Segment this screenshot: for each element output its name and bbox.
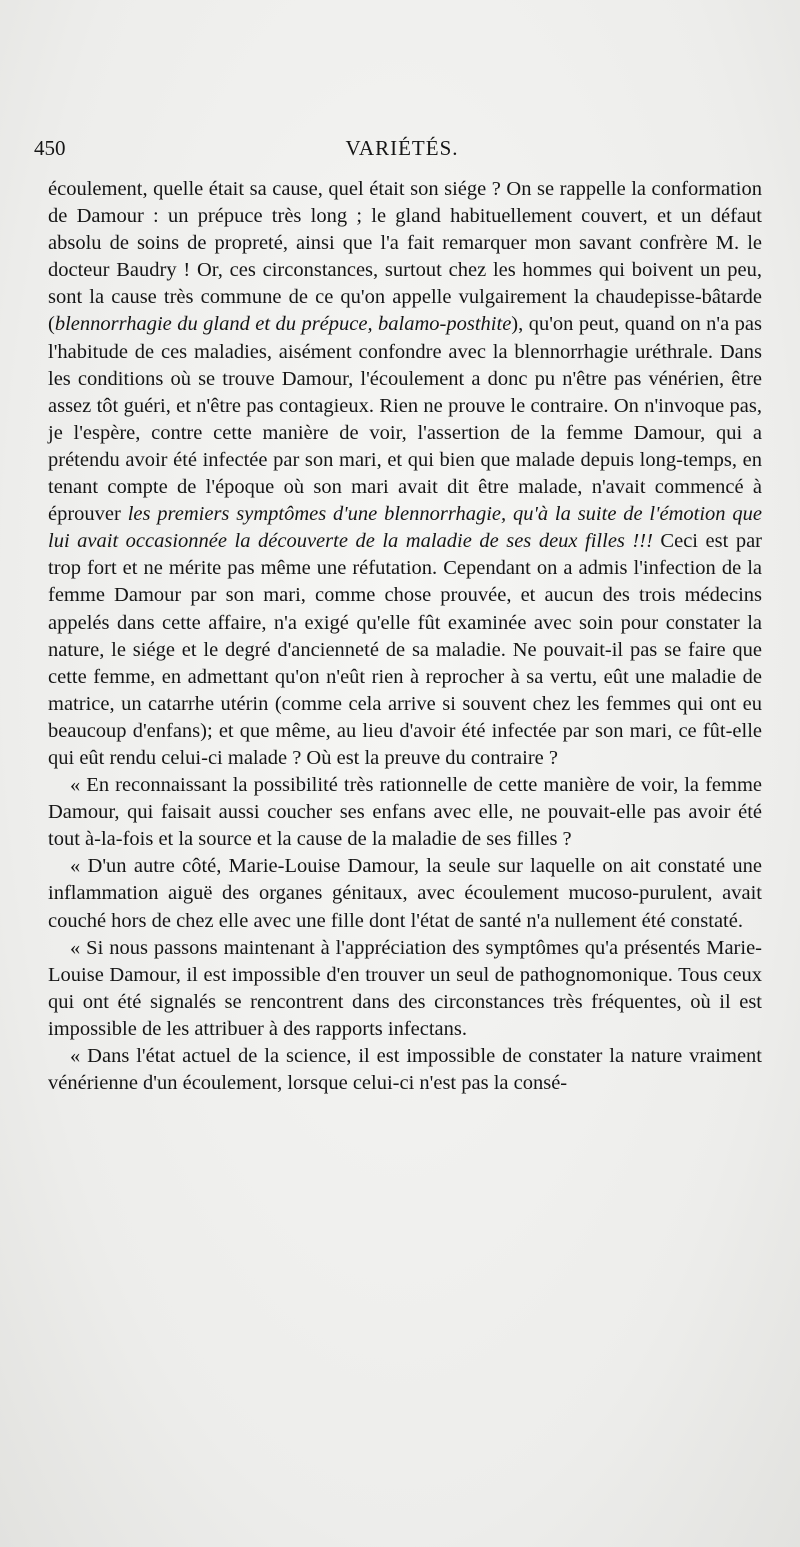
paragraph-1-text-2: ), qu'on peut, quand on n'a pas l'habitude de ces maladies, aisément confondre avec la blennorrhagie uréthrale. Dans les conditions où se trouve Damour, l'écoulement a donc pu n'être pas vénérien, être assez tôt guéri, et n'être pas contagieux. Rien ne prouve le contraire. On n'invoque pas, je l'espère, contre cette manière de voir, l'assertion de la femme Damour, qui a prétendu avoir été infectée par son mari, et qui bien que malade depuis long-temps, en tenant compte de l'époque où son mari avait dit être malade, n'avait commencé à éprouver <box>48 313 762 526</box>
paragraph-5: « Dans l'état actuel de la science, il est impossible de constater la nature vraiment vénérienne d'un écoulement, lorsque celui-ci n'est pas la consé- <box>48 1045 762 1095</box>
paragraph-4: « Si nous passons maintenant à l'appréciation des symptômes qu'a présentés Marie-Louise Damour, il est impossible d'en trouver un seul de pathognomonique. Tous ceux qui ont été signalés se rencontrent dans des circonstances très fréquentes, où il est impossible de les attribuer à des rapports infectans. <box>48 936 762 1040</box>
paragraph-1-italic-quote: les premiers symptômes d'une blennorrhagie, qu'à la suite de l'émotion que lui avait occasionnée la découverte de la maladie de ses deux filles !!! <box>48 503 762 553</box>
paragraph-1-italic-term: blennorrhagie du gland et du prépuce, balamo-posthite <box>54 313 512 336</box>
body-text <box>48 176 762 1097</box>
paragraph-1-text: écoulement, quelle était sa cause, quel était son siége ? On se rappelle la conformation de Damour : un prépuce très long ; le gland habituellement couvert, et un défaut absolu de soins de propreté, ainsi que l'a fait remarquer mon savant confrère M. le docteur Baudry ! Or, ces circonstances, surtout chez les hommes qui boivent un peu, sont la cause très commune de ce qu'on appelle vulgairement la chaudepisse-bâtarde ( <box>48 178 762 336</box>
paragraph-1-text-3: Ceci est par trop fort et ne mérite pas même une réfutation. Cependant on a admis l'infection de la femme Damour par son mari, comme chose prouvée, et aucun des trois médecins appelés dans cette affaire, n'a exigé qu'elle fût examinée avec soin pour constater la nature, le siége et le degré d'ancienneté de sa maladie. Ne pouvait-il pas se faire que cette femme, en admettant qu'on n'eût rien à reprocher à sa vertu, eût une maladie de matrice, un catarrhe utérin (comme cela arrive si souvent chez les femmes qui ont eu beaucoup d'enfans); et que même, au lieu d'avoir été infectée par son mari, ce fût-elle qui eût rendu celui-ci malade ? Où est la preuve du contraire ? <box>48 530 762 769</box>
page-number: 450 <box>34 136 66 160</box>
running-head: VARIÉTÉS. <box>345 136 459 160</box>
page-header <box>34 136 770 170</box>
paragraph-1 <box>48 176 762 772</box>
paragraph-2: « En reconnaissant la possibilité très rationnelle de cette manière de voir, la femme Damour, qui faisait aussi coucher ses enfans avec elle, ne pouvait-elle pas avoir été tout à-la-fois et la source et la cause de la maladie de ses filles ? <box>48 774 762 851</box>
paragraph-3: « D'un autre côté, Marie-Louise Damour, la seule sur laquelle on ait constaté une inflammation aiguë des organes génitaux, avec écoulement mucoso-purulent, avait couché hors de chez elle avec une fille dont l'état de santé n'a nullement été constaté. <box>48 855 762 932</box>
